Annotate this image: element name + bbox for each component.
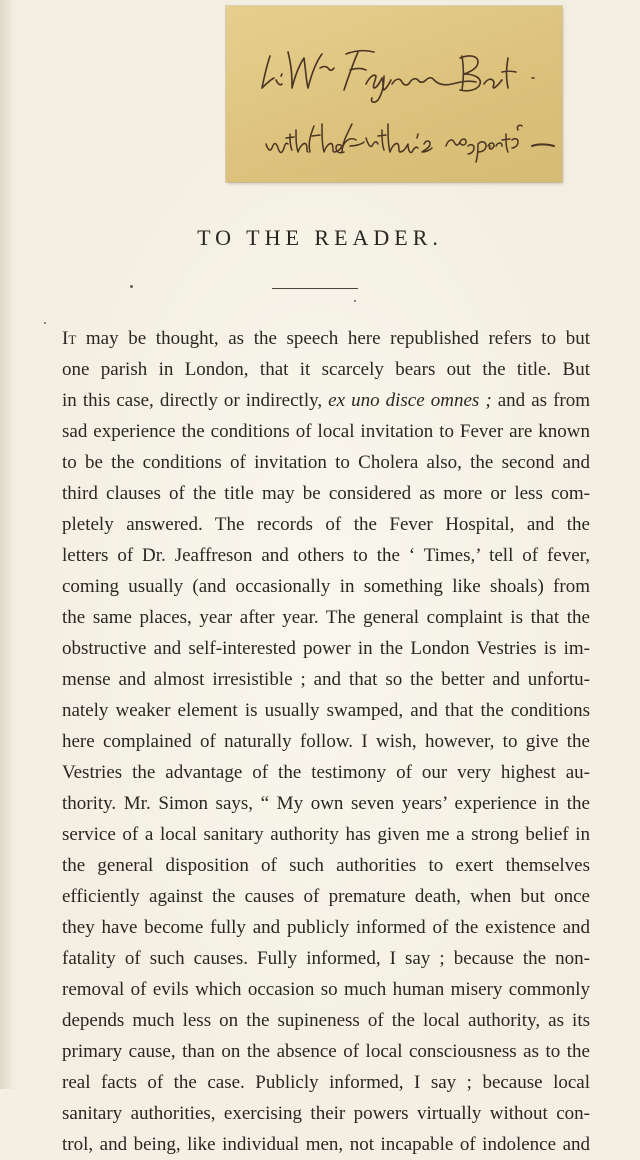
text-line xyxy=(62,385,590,416)
text-line xyxy=(62,943,590,974)
text-line xyxy=(62,726,590,757)
text-line xyxy=(62,323,590,354)
text-run: coming usually (and occasionally in something like shoals) from xyxy=(62,576,590,597)
text-run: service of a local sanitary authority has given me a strong belief in xyxy=(62,824,590,845)
text-run: efficiently against the causes of premature death, when but once xyxy=(62,886,590,907)
text-run: removal of evils which occasion so much human misery commonly xyxy=(62,979,590,1000)
print-speck xyxy=(44,322,46,324)
text-line xyxy=(62,757,590,788)
text-run: the same places, year after year. The general complaint is that the xyxy=(62,607,590,628)
text-line xyxy=(62,447,590,478)
text-run: sad experience the conditions of local invitation to Fever are known xyxy=(62,421,590,442)
page-heading: TO THE READER. xyxy=(197,225,443,250)
text-run: one parish in London, that it scarcely bears out the title. But xyxy=(62,359,590,380)
text-run: may be thought, as the speech here republished refers to but xyxy=(76,328,590,349)
text-run: real facts of the case. Publicly informed, I say ; because local xyxy=(62,1072,590,1093)
text-run: fatality of such causes. Fully informed, I say ; because the non- xyxy=(62,948,590,969)
text-line xyxy=(62,788,590,819)
text-line xyxy=(62,1098,590,1129)
text-line xyxy=(62,912,590,943)
inscription-label xyxy=(226,6,562,182)
heading-rule xyxy=(272,288,358,289)
text-run: and as from xyxy=(491,390,590,411)
text-line xyxy=(62,1067,590,1098)
text-line xyxy=(62,509,590,540)
text-run: primary cause, than on the absence of local consciousness as to the xyxy=(62,1041,590,1062)
handwritten-inscription xyxy=(226,6,562,182)
italic-phrase: ex uno disce omnes ; xyxy=(328,390,492,411)
text-line xyxy=(62,695,590,726)
text-line xyxy=(62,1036,590,1067)
text-line xyxy=(62,881,590,912)
text-run: Vestries the advantage of the testimony of our very highest au- xyxy=(62,762,590,783)
text-run: here complained of naturally follow. I wish, however, to give the xyxy=(62,731,590,752)
text-run: It xyxy=(62,328,77,349)
text-run: obstructive and self-interested power in the London Vestries is im- xyxy=(62,638,590,659)
text-run: thority. Mr. Simon says, “ My own seven years’ experience in the xyxy=(62,793,590,814)
print-speck xyxy=(354,300,356,302)
text-run: mense and almost irresistible ; and that so the better and unfortu- xyxy=(62,669,590,690)
text-line xyxy=(62,602,590,633)
spine-shadow xyxy=(0,0,14,1089)
text-line xyxy=(62,478,590,509)
text-line xyxy=(62,354,590,385)
text-line xyxy=(62,819,590,850)
text-run: in this case, directly or indirectly, xyxy=(62,390,329,411)
text-line xyxy=(62,540,590,571)
text-run: to be the conditions of invitation to Cholera also, the second and xyxy=(62,452,590,473)
text-line xyxy=(62,1005,590,1036)
body-text xyxy=(62,323,590,1160)
text-run: depends much less on the supineness of the local authority, as its xyxy=(62,1010,590,1031)
text-line xyxy=(62,664,590,695)
text-run: trol, and being, like individual men, not incapable of indolence and xyxy=(62,1134,590,1155)
text-line xyxy=(62,974,590,1005)
text-line xyxy=(62,1129,590,1160)
text-line xyxy=(62,633,590,664)
text-run: pletely answered. The records of the Fever Hospital, and the xyxy=(62,514,590,535)
text-line xyxy=(62,571,590,602)
print-speck xyxy=(130,285,133,288)
text-run: sanitary authorities, exercising their powers virtually without con- xyxy=(62,1103,590,1124)
text-run: nately weaker element is usually swamped, and that the conditions xyxy=(62,700,590,721)
text-line xyxy=(62,416,590,447)
text-run: third clauses of the title may be considered as more or less com- xyxy=(62,483,590,504)
text-line xyxy=(62,850,590,881)
text-run: the general disposition of such authorities to exert themselves xyxy=(62,855,590,876)
text-run: they have become fully and publicly informed of the existence and xyxy=(62,917,590,938)
text-run: letters of Dr. Jeaffreson and others to the ‘ Times,’ tell of fever, xyxy=(62,545,590,566)
